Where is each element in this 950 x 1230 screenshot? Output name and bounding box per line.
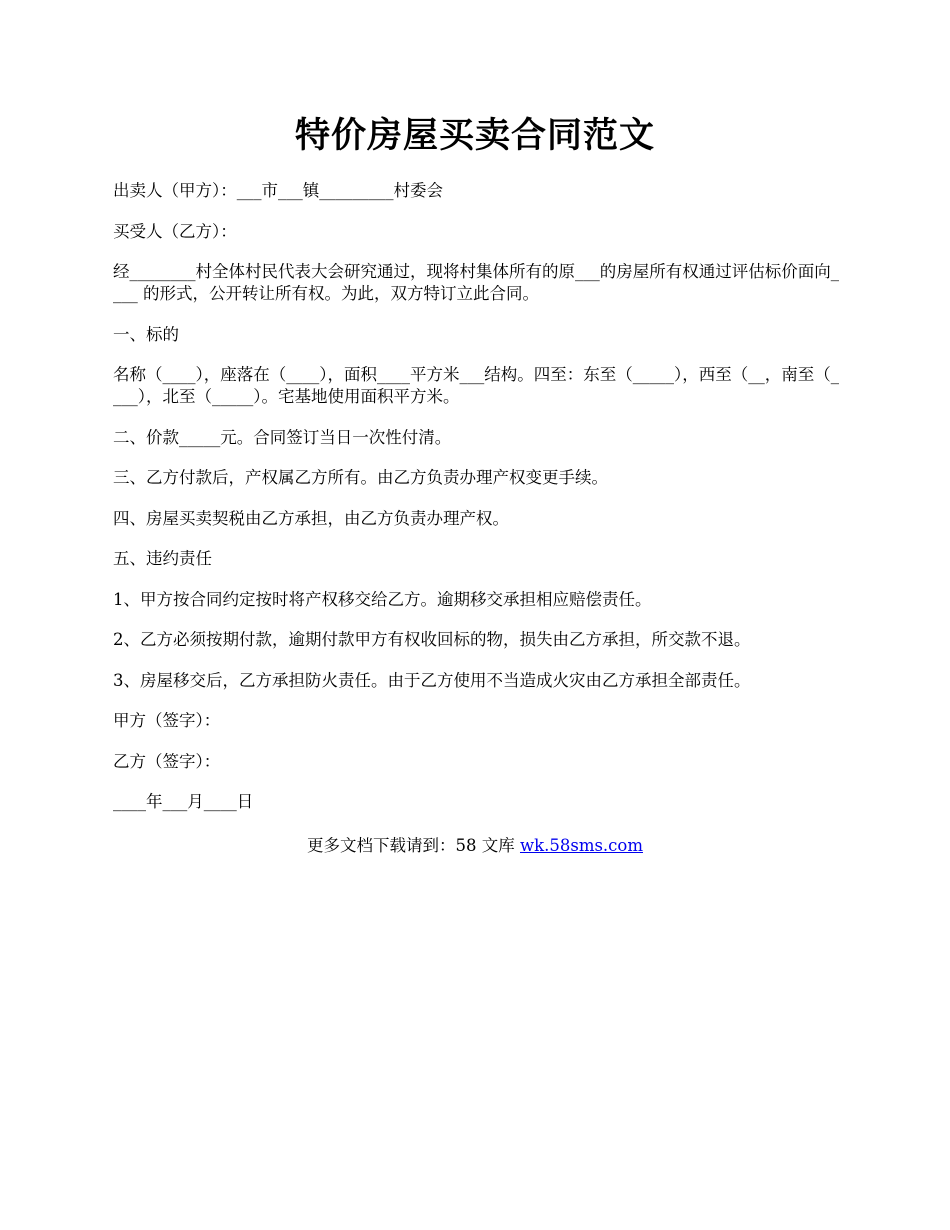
seller-line: 出卖人（甲方）：___市___镇_________村委会 <box>113 181 443 200</box>
footer-text: 更多文档下载请到：58 文库 <box>306 836 520 855</box>
tax-paragraph: 四、房屋买卖契税由乙方承担，由乙方负责办理产权。 <box>113 508 509 528</box>
liability-item-2: 2、乙方必须按期付款，逾期付款甲方有权收回标的物，损失由乙方承担，所交款不退。 <box>113 630 751 649</box>
party-a-signature: 甲方（签字）： <box>113 711 221 730</box>
footer-link[interactable]: wk.58sms.com <box>519 836 643 855</box>
price-paragraph: 二、价款_____元。合同签订当日一次性付清。 <box>113 427 452 447</box>
section-heading-subject: 一、标的 <box>113 324 179 344</box>
ownership-paragraph: 三、乙方付款后，产权属乙方所有。由乙方负责办理产权变更手续。 <box>113 468 608 487</box>
liability-item-3: 3、房屋移交后，乙方承担防火责任。由于乙方使用不当造成火灾由乙方承担全部责任。 <box>113 670 751 690</box>
intro-paragraph: 经________村全体村民代表大会研究通过，现将村集体所有的原___的房屋所有权通过评估标价面向____ 的形式，公开转让所有权。为此，双方特订立此合同。 <box>113 262 839 303</box>
subject-details-paragraph: 名称（____），座落在（____），面积____平方米___结构。四至：东至（_____），西至（__，南至（____），北至（_____）。宅基地使用面积平方米。 <box>113 365 839 406</box>
liability-item-1: 1、甲方按合同约定按时将产权移交给乙方。逾期移交承担相应赔偿责任。 <box>113 589 652 609</box>
buyer-line: 买受人（乙方）： <box>113 221 237 241</box>
date-line: ____年___月____日 <box>113 792 254 811</box>
party-b-signature: 乙方（签字）： <box>113 751 221 771</box>
document-body <box>113 180 840 832</box>
document-title: 特价房屋买卖合同范文 <box>294 115 655 156</box>
section-heading-liability: 五、违约责任 <box>113 549 212 568</box>
footer-download-note <box>0 835 950 857</box>
